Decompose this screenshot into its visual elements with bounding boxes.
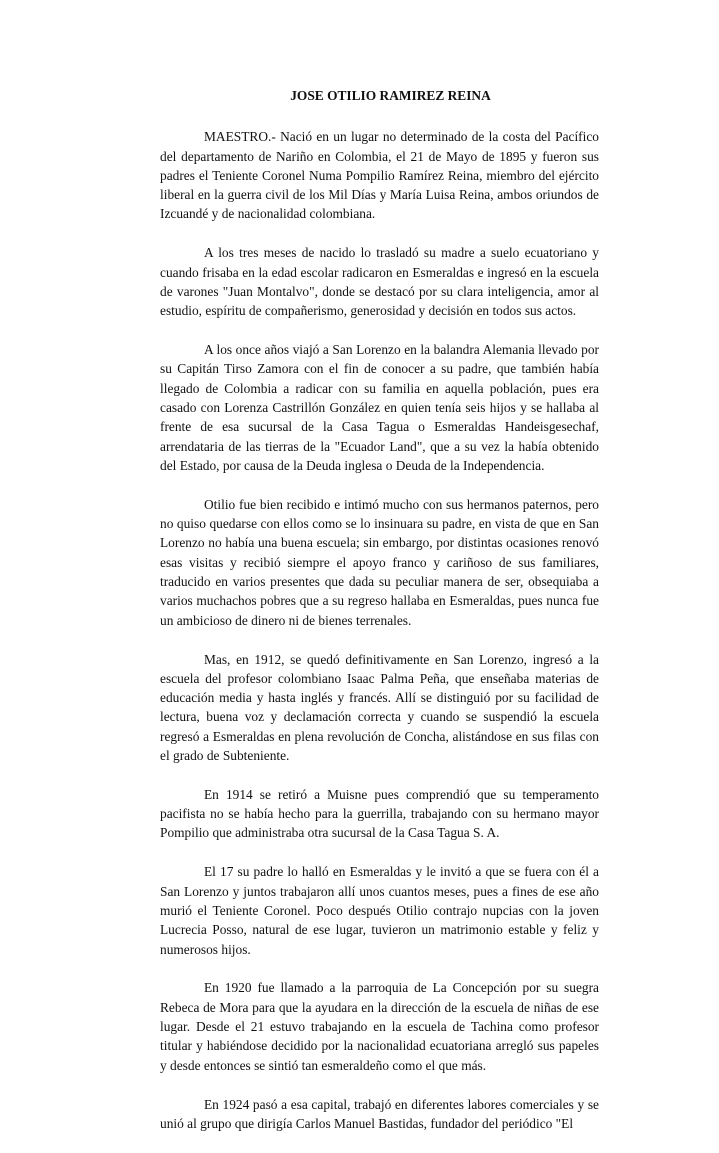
paragraph-6: En 1914 se retiró a Muisne pues comprendió que su temperamento pacifista no se había hecho para la guerrilla, trabajando con su hermano mayor Pompilio que administraba otra sucursal de la Casa Tagua S. A.	[160, 786, 599, 841]
paragraph-4: Otilio fue bien recibido e intimó mucho con sus hermanos paternos, pero no quiso quedarse con ellos como se lo insinuara su padre, en vista de que en San Lorenzo no había una buena escuela; sin embargo, por distintas ocasiones renovó esas visitas y recibió siempre el apoyo franco y cariñoso de sus familiares, traducido en varios presentes que dada su peculiar manera de ser, obsequiaba a varios muchachos pobres que a su regreso hallaba en Esmeraldas, pues nunca fue un ambicioso de dinero ni de bienes terrenales.	[160, 496, 599, 628]
paragraph-7: El 17 su padre lo halló en Esmeraldas y le invitó a que se fuera con él a San Lorenzo y juntos trabajaron allí unos cuantos meses, pues a fines de ese año murió el Teniente Coronel. Poco después Otilio contrajo nupcias con la joven Lucrecia Posso, natural de ese lugar, tuvieron un matrimonio estable y feliz y numerosos hijos.	[160, 864, 599, 957]
paragraph-1: MAESTRO.- Nació en un lugar no determinado de la costa del Pacífico del departamento de Nariño en Colombia, el 21 de Mayo de 1895 y fueron sus padres el Teniente Coronel Numa Pompilio Ramírez Reina, miembro del ejército liberal en la guerra civil de los Mil Días y María Luisa Reina, ambos oriundos de Izcuandé y de nacionalidad colombiana.	[160, 129, 599, 222]
paragraph-8: En 1920 fue llamado a la parroquia de La Concepción por su suegra Rebeca de Mora para que la ayudara en la dirección de la escuela de niñas de ese lugar. Desde el 21 estuvo trabajando en la escuela de Tachina como profesor titular y habiéndose decidido por la nacionalidad ecuatoriana arregló sus papeles y desde entonces se sintió tan esmeraldeño como el que más.	[160, 980, 599, 1073]
paragraph-9: En 1924 pasó a esa capital, trabajó en diferentes labores comerciales y se unió al grupo que dirigía Carlos Manuel Bastidas, fundador del periódico "El	[160, 1096, 599, 1131]
document-body	[160, 86, 599, 1153]
paragraph-5: Mas, en 1912, se quedó definitivamente en San Lorenzo, ingresó a la escuela del profesor colombiano Isaac Palma Peña, que enseñaba materias de educación media y hasta inglés y francés. Allí se distinguió por su facilidad de lectura, buena voz y declamación correcta y cuando se suspendió la escuela regresó a Esmeraldas en plena revolución de Concha, alistándose en sus filas con el grado de Subteniente.	[160, 651, 599, 763]
paragraph-3: A los once años viajó a San Lorenzo en la balandra Alemania llevado por su Capitán Tirso Zamora con el fin de conocer a su padre, que también había llegado de Colombia a radicar con su familia en aquella población, pues era casado con Lorenza Castrillón González en quien tenía seis hijos y se hallaba al frente de esa sucursal de la Casa Tagua o Esmeraldas Handeisgesechaf, arrendataria de las tierras de la "Ecuador Land", que a su vez la había obtenido del Estado, por causa de la Deuda inglesa o Deuda de la Independencia.	[160, 342, 599, 473]
paragraph-2: A los tres meses de nacido lo trasladó su madre a suelo ecuatoriano y cuando frisaba en la edad escolar radicaron en Esmeraldas e ingresó en la escuela de varones "Juan Montalvo", donde se destacó por su clara inteligencia, amor al estudio, espíritu de compañerismo, generosidad y decisión en todos sus actos.	[160, 245, 599, 319]
document-title: JOSE OTILIO RAMIREZ REINA	[290, 88, 491, 103]
